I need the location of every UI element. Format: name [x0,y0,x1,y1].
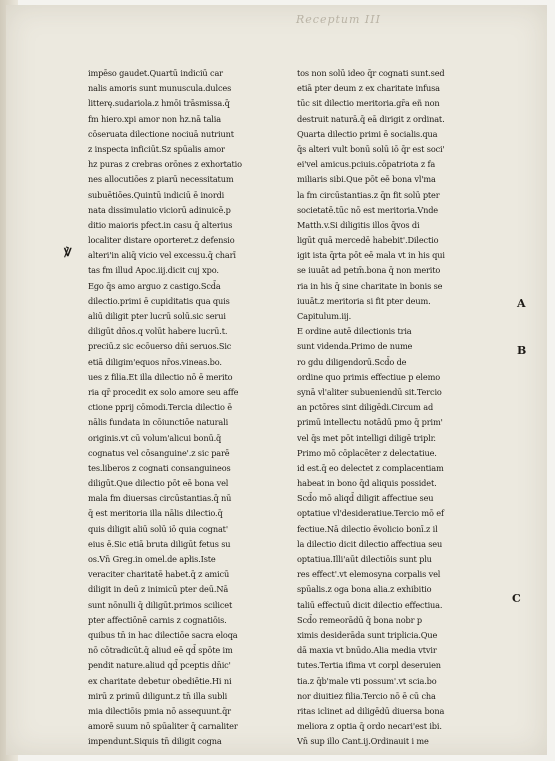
text-line: habeat in bono q̄d aliquis possidet. [297,478,437,489]
text-line: nō cōtradicūt.q̄ aliud eē qd̄ spōte im [88,645,233,656]
text-line: spūalis.z oga bona alia.z exhibitio [297,584,432,595]
text-line: nalis amoris sunt munuscula.dulces [88,83,232,94]
text-line: mia dilectiōis pmia nō assequunt.q̄r [88,705,231,716]
text-line: etiā pter deum z ex charitate infusa [297,83,440,94]
text-line: veraciter charitatē habet.q̄ z amicū [88,569,230,580]
margin-mark-b: B [517,344,527,357]
text-column-left [88,66,280,749]
text-line: originis.vt cū volum'alicui bonū.q̄ [88,432,222,443]
text-line: tia.z q̄b'male vti possum'.vt scia.bo [297,675,437,686]
text-line: fectiue.Nā dilectio ēvolicio bonī.z il [297,523,438,534]
text-line: vel q̄s met pōt intelligi diligē triplr. [297,432,436,443]
text-line: miliaris sibi.Que pōt eē bona vl'ma [297,174,436,185]
text-line: mirū z primū diligunt.z tn̄ illa subli [88,690,228,701]
text-line: ritas iclinet ad diligēdū diuersa bona [297,705,445,716]
text-line: ordine quo primis effectiue p elemo [297,371,440,382]
text-line: nor diuitiez filia.Tercio nō ē cū cha [297,690,436,701]
text-line: optatiua.Illi'aūt dilectiōis sunt plu [297,554,432,564]
text-line: se iuuāt ad petm̄.bona q̄ non merito [297,265,441,276]
text-line: quibus tn̄ in hac dilectiōe sacra eloqa [88,629,238,640]
text-line: q̄s alteri vult bonū solū iō q̄r est soci' [297,143,445,154]
running-header: Receptum III [296,13,381,26]
text-line: etiā diligim'equos nr̄os.vineas.bo. [88,356,222,367]
text-line: subuētiōes.Quintū indiciū ē inordi [88,189,225,200]
text-line: ctione pprij cōmodi.Tercia dilectio ē [88,402,232,413]
text-line: ei'vel amicus.pciuis.cōpatriota z fa [297,159,436,170]
text-line: preciū.z sic ecōuerso dn̄i seruos.Sic [88,341,232,352]
text-line: Vn̄ sup illo Cant.ij.Ordinauit i me [297,736,429,747]
text-line: diligūt dn̄os.q volūt habere lucrū.t. [88,326,228,337]
text-line: ues z fili̇a.Et illa dilectio nō ē merito [88,371,233,382]
text-line: nes allocutiōes z piarū necessitatum [88,174,234,185]
text-line: Ego q̄s amo arguo z castigo.Scd̄a [88,280,221,291]
text-line: la dilectio dicit dilectio affectiua seu [297,538,443,549]
text-line: alteri'in aliq̄ vicio vel excessu.q̄ charī [88,250,236,261]
text-line: meliora z optia q̄ ordo necari'est ibi. [297,721,442,732]
text-line: igit ista q̄rta pōt eē mala vt in his qui [297,250,445,261]
text-line: amorē suum nō spūaliter q̄ carnaliter [88,721,238,732]
text-line: quis diligit aliū solū iō quia cognat' [88,523,228,534]
text-line: Matth.v.Si diligitis illos q̄vos di [297,219,420,230]
text-line: tes.liberos z cognati consanguineos [88,462,231,473]
text-line: ro gdu diligendorū.Scd̄o de [297,356,407,367]
text-line: destruit naturā.q̄ eā dirigit z ordinat. [297,113,445,124]
text-line: synā vl'aliter subueniendū sit.Tercio [297,386,442,397]
text-line: diligit in deū z inimicū pter deū.Nā [88,584,229,595]
text-line: pendit nature.aliud qd̄ pceptis dn̄ic' [88,660,231,671]
text-line: aliū diligit pter lucrū solū.sic serui [88,311,226,321]
text-line: ex charitate debetur obediētie.Hi ni [88,675,232,686]
text-line: E ordine autē dilectionis tria [297,326,412,337]
text-line: hz puras z crebras orōnes z exhortatio [88,159,242,170]
text-line: optatiue vl'desideratiue.Tercio mō ef [297,508,444,519]
text-line: diligūt.Que dilectio pōt eē bona vel [88,478,229,489]
text-line: an pctōres sint diligēdi.Circum ad [297,402,434,413]
text-line: ria qr̄ procedit ex solo amore seu affe [88,386,239,397]
text-line: dā maxia vt bnūdo.Alia media vtvir [297,645,437,656]
text-line: Scd̄o mō aliqd̄ diligit affectiue seu [297,493,434,504]
text-line: z inspecta inficiūt.Sz spūalis amor [88,143,225,154]
text-line: iuuāt.z meritoria si fit pter deum. [297,295,431,306]
text-line: sunt videnda.Primo de nume [297,341,413,352]
margin-mark-c: C [512,592,521,605]
text-line: res effect'.vt elemosyna corpalis vel [297,569,441,580]
text-line: ximis desiderāda sunt triplicia.Que [297,629,438,640]
text-line: impēso gaudet.Quartū indiciū car [88,68,223,78]
text-line: eius ē.Sic etiā bruta diligūt fetus su [88,538,231,549]
text-line: os.Vn̄ Greg.in omel.de apłis.Iste [88,554,216,564]
text-line: Quarta dilectio primi ē socialis.qua [297,128,438,139]
text-line: taliū effectuū dicit dilectio effectiua. [297,599,443,610]
text-line: ditio maioris pfect.in casu q̄ alterius [88,219,233,230]
text-line: Scd̄o remeorādū q̄ bona nobr p [297,614,422,625]
text-line: societatē.tūc nō est meritoria.Vnde [297,204,438,215]
text-line: litterę.sudariola.z hmōi trāsmissa.q̄ [88,98,230,109]
text-line: dilectio.primi ē cupiditatis qua quis [88,295,230,306]
text-line: cognatus vel cōsanguine'.z sic parē [88,447,230,458]
text-line: Primo mō cōplacēter z delectatiue. [297,447,437,458]
text-line: tos non solū ideo q̄r cognati sunt.sed [297,68,445,78]
text-line: q̄ est meritoria illa nālis dilectio.q̄ [88,508,223,519]
text-line: nata dissimulatio viciorū adinuicē.p [88,204,231,215]
text-line: tūc sit dilectio meritoria.gr̄a eñ non [297,98,440,109]
text-line: pter affectiōnē carnis z cognatiōis. [88,614,227,625]
text-line: Capitulum.iij. [297,311,352,321]
text-line: id est.q̄ eo delectet z complacentiam [297,462,444,473]
text-line: ria in his q̄ sine charitate in bonis se [297,280,443,291]
text-line: sunt nōnulli q̄ diligūt.primos scilicet [88,599,233,610]
text-line: localiter distare oporteret.z defensio [88,235,235,246]
text-line: impendunt.Siquis tn̄ diligit cogna [88,736,222,747]
margin-mark-a: A [517,297,526,310]
text-line: tas fm illud Apoc.iij.dicit cuj xpo. [88,265,219,276]
text-line: mala fm diuersas circūstantias.q̄ nū [88,493,232,504]
text-line: nālis fundata in cōiunctiōe naturali [88,417,229,428]
text-line: la fm circūstantias.z q̄n fit solū pter [297,189,440,200]
text-column-right [297,66,493,749]
text-line: fm hiero.xpi amor non hz.nā talia [88,113,221,124]
text-line: primū intellectu notādū pmo q̄ prim' [297,417,443,428]
text-line: cōseruata dilectione nociuā nutriunt [88,128,234,139]
text-line: ligūt quā mercedē habebit'.Dilectio [297,235,439,246]
text-line: tutes.Tertia ifima vt corpl deseruien [297,660,441,671]
margin-mark-left: ℣ [64,246,72,259]
